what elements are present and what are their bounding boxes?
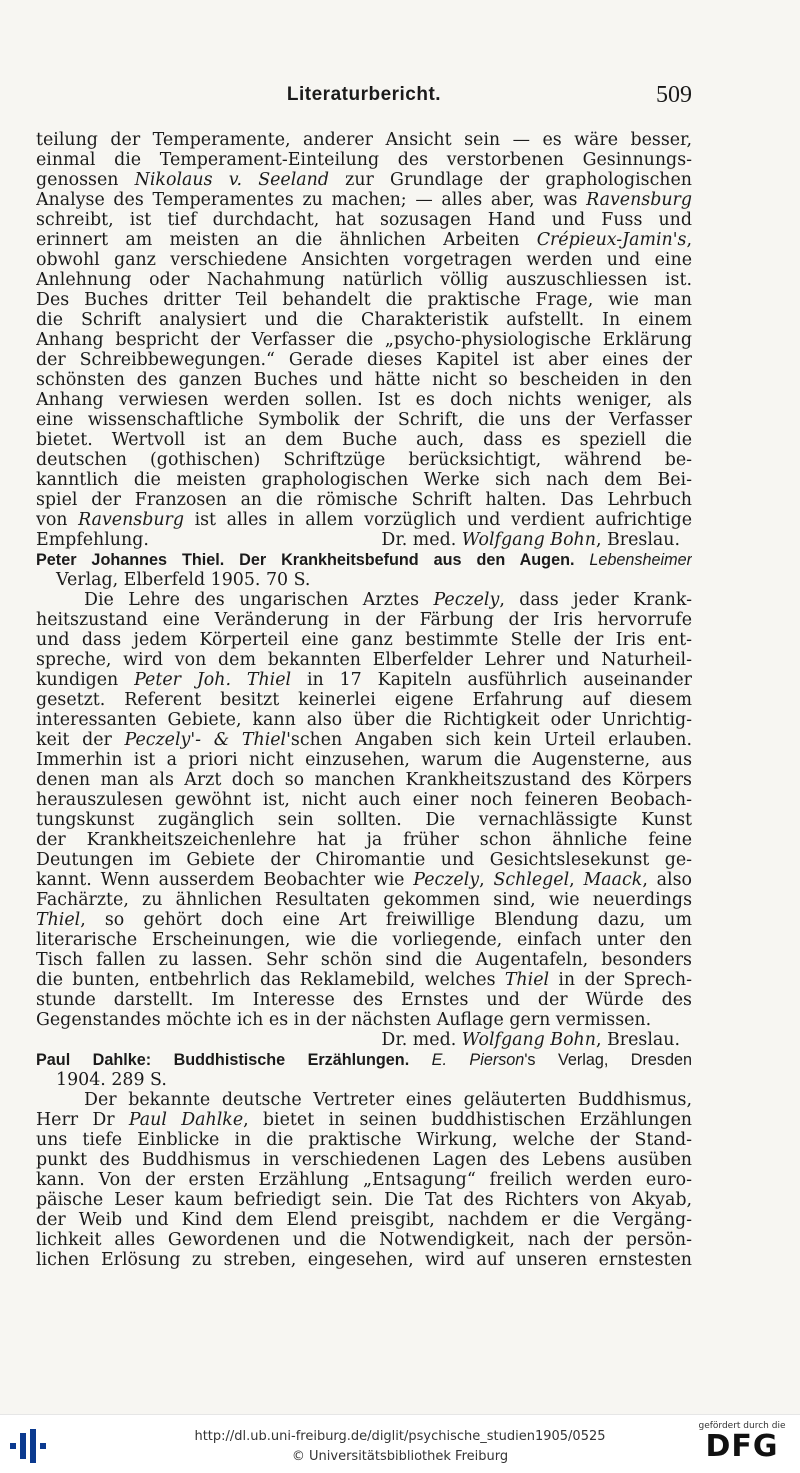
text-line: Deutungen im Gebiete der Chiromantie und Gesichtslesekunst ge- [36, 850, 692, 870]
text-line: obwohl ganz verschiedene Ansichten vorgetragen werden und eine [36, 250, 692, 270]
text-line: spreche, wird von dem bekannten Elberfelder Lehrer und Naturheil- [36, 650, 692, 670]
text-line: der Schreibbewegungen.“ Gerade dieses Kapitel ist aber eines der [36, 350, 692, 370]
text-line: und dass jedem Körperteil eine ganz bestimmte Stelle der Iris ent- [36, 630, 692, 650]
page-number: 509 [656, 82, 692, 108]
text-line: Dr. med. Wolfgang Bohn, Breslau. [381, 1030, 680, 1050]
text-line: Tisch fallen zu lassen. Sehr schön sind die Augentafeln, besonders [36, 950, 692, 970]
text-line: einmal die Temperament-Einteilung des verstorbenen Gesinnungs- [36, 150, 692, 170]
text-line: Immerhin ist a priori nicht einzusehen, warum die Augensterne, aus [36, 750, 692, 770]
text-line: teilung der Temperamente, anderer Ansicht sein — es wäre besser, [36, 130, 692, 150]
text-line: schönsten des ganzen Buches und hätte nicht so bescheiden in den [36, 370, 692, 390]
text-line: päische Leser kaum befriedigt sein. Die Tat des Richters von Akyab, [36, 1190, 692, 1210]
text-line: eine wissenschaftliche Symbolik der Schrift, die uns der Verfasser [36, 410, 692, 430]
text-line: erinnert am meisten an die ähnlichen Arbeiten Crépieux-Jamin's, [36, 230, 692, 250]
text-line: interessanten Gebiete, kann also über die Richtigkeit oder Unrichtig- [36, 710, 692, 730]
text-line: kann. Von der ersten Erzählung „Entsagung“ freilich werden euro- [36, 1170, 692, 1190]
text-line: 1904. 289 S. [56, 1070, 167, 1090]
text-line: bietet. Wertvoll ist an dem Buche auch, dass es speziell die [36, 430, 692, 450]
text-line: Des Buches dritter Teil behandelt die praktische Frage, wie man [36, 290, 692, 310]
text-line: genossen Nikolaus v. Seeland zur Grundlage der graphologischen [36, 170, 692, 190]
text-line: deutschen (gothischen) Schriftzüge berücksichtigt, während be- [36, 450, 692, 470]
text-line: spiel der Franzosen an die römische Schrift halten. Das Lehrbuch [36, 490, 692, 510]
text-line: von Ravensburg ist alles in allem vorzüglich und verdient aufrichtige [36, 510, 692, 530]
text-line: Gegenstandes möchte ich es in der nächsten Auflage gern vermissen. [36, 1010, 652, 1030]
dfg-caption: gefördert durch die [698, 1421, 786, 1431]
viewer-footer [0, 1414, 800, 1473]
text-line: Der bekannte deutsche Vertreter eines geläuterten Buddhismus, [84, 1090, 692, 1110]
text-line: Empfehlung. Dr. med. Wolfgang Bohn, Breslau. [36, 530, 680, 550]
text-line: Verlag, Elberfeld 1905. 70 S. [56, 570, 311, 590]
text-line: Anlehnung oder Nachahmung natürlich völlig auszuschliessen ist. [36, 270, 692, 290]
text-line: Anhang bespricht der Verfasser die „psycho-physiologische Erklärung [36, 330, 692, 350]
text-line: Paul Dahlke: Buddhistische Erzählungen. E. Pierson's Verlag, Dresden [36, 1051, 692, 1069]
text-line: schreibt, ist tief durchdacht, hat sozusagen Hand und Fuss und [36, 210, 692, 230]
text-line: der Weib und Kind dem Elend preisgibt, nachdem er die Vergäng- [36, 1210, 692, 1230]
text-line: Herr Dr Paul Dahlke, bietet in seinen buddhistischen Erzählungen [36, 1110, 692, 1130]
text-line: heitszustand eine Veränderung in der Färbung der Iris hervorrufe [36, 610, 692, 630]
text-line: uns tiefe Einblicke in die praktische Wirkung, welche der Stand- [36, 1130, 692, 1150]
text-line: kannt. Wenn ausserdem Beobachter wie Peczely, Schlegel, Maack, also [36, 870, 692, 890]
text-line: punkt des Buddhismus in verschiedenen Lagen des Lebens ausüben [36, 1150, 692, 1170]
text-line: herauszulesen gewöhnt ist, nicht auch einer noch feineren Beobach- [36, 790, 692, 810]
text-line: tungskunst zugänglich sein sollten. Die vernachlässigte Kunst [36, 810, 692, 830]
text-line: Anhang verwiesen werden sollen. Ist es doch nichts weniger, als [36, 390, 692, 410]
library-credit: © Universitätsbibliothek Freiburg [291, 1449, 509, 1464]
text-line: Die Lehre des ungarischen Arztes Peczely, dass jeder Krank- [84, 590, 692, 610]
page-header [36, 82, 692, 116]
text-line: keit der Peczely'- & Thiel'schen Angaben sich kein Urteil erlauben. [36, 730, 692, 750]
text-line: Fachärzte, zu ähnlichen Resultaten gekommen sind, wie neuerdings [36, 890, 692, 910]
running-head: Literaturbericht. [286, 84, 442, 105]
text-line: kanntlich die meisten graphologischen Werke sich nach dem Bei- [36, 470, 692, 490]
text-line: kundigen Peter Joh. Thiel in 17 Kapiteln ausführlich auseinander [36, 670, 692, 690]
text-line: stunde darstellt. Im Interesse des Ernstes und der Würde des [36, 990, 692, 1010]
body-text [36, 130, 692, 1270]
text-line: Analyse des Temperamentes zu machen; — alles aber, was Ravensburg [36, 190, 692, 210]
text-line: der Krankheitszeichenlehre hat ja früher schon ähnliche feine [36, 830, 692, 850]
text-line: Thiel, so gehört doch eine Art freiwillige Blendung dazu, um [36, 910, 692, 930]
text-line: die bunten, entbehrlich das Reklamebild, welches Thiel in der Sprech- [36, 970, 692, 990]
text-line: gesetzt. Referent besitzt keinerlei eigene Erfahrung auf diesem [36, 690, 692, 710]
text-line: die Schrift analysiert und die Charakteristik aufstellt. In einem [36, 310, 692, 330]
dfg-badge [694, 1421, 790, 1463]
text-line: denen man als Arzt doch so manchen Krankheitszustand des Körpers [36, 770, 692, 790]
text-line: literarische Erscheinungen, wie die vorliegende, einfach unter den [36, 930, 692, 950]
text-line: Peter Johannes Thiel. Der Krankheitsbefund aus den Augen. Lebensheimer [36, 551, 692, 569]
dfg-logo-icon: DFG [705, 1429, 779, 1464]
text-line: lichen Erlösung zu streben, eingesehen, wird auf unseren ernstesten [36, 1250, 692, 1270]
source-url-link[interactable]: http://dl.ub.uni-freiburg.de/diglit/psychische_studien1905/0525 [194, 1429, 606, 1444]
text-line: lichkeit alles Gewordenen und die Notwendigkeit, nach der persön- [36, 1230, 692, 1250]
